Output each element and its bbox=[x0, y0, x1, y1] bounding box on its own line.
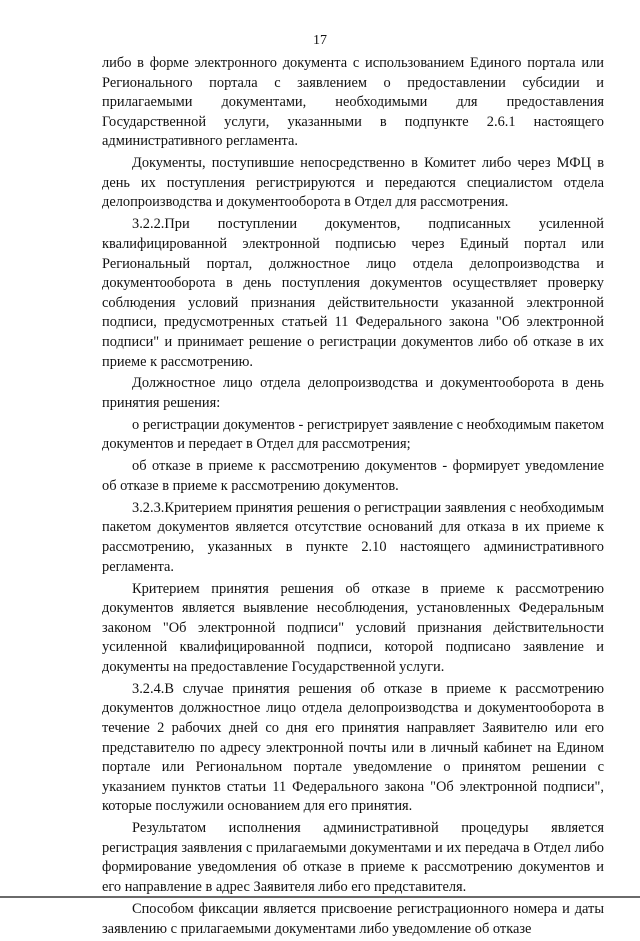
paragraph-continuation: либо в форме электронного документа с использованием Единого портала или Регионального портала с заявлением о предоставлении субсидии и прилагаемыми документами, необходимыми для предоставления Государственной услуги, указанными в подпункте 2.6.1 настоящего административного регламента. bbox=[102, 55, 604, 150]
paragraph-fixation-method: Способом фиксации является присвоение регистрационного номера и даты заявлению с прилагаемыми документами либо уведомление об отказе bbox=[102, 900, 604, 937]
paragraph-3-2-4: 3.2.4.В случае принятия решения об отказе в приеме к рассмотрению документов должностное лицо отдела делопроизводства и документооборота в течение 2 рабочих дней со дня его принятия направляет Заявителю или его представителю по адресу электронной почты или в личный кабинет на Едином портале или Региональном портале уведомление о принятом решении с указанием пунктов статьи 11 Федерального закона "Об электронной подписи", которые послужили основанием для его принятия. bbox=[102, 680, 604, 815]
page-number: 17 bbox=[313, 33, 327, 48]
list-item-registration: о регистрации документов - регистрирует заявление с необходимым пакетом документов и передает в Отдел для рассмотрения; bbox=[102, 416, 604, 453]
paragraph-documents-received: Документы, поступившие непосредственно в Комитет либо через МФЦ в день их поступления регистрируются и передаются специалистом отдела делопроизводства и документооборота в Отдел для рассмотрения. bbox=[102, 155, 604, 211]
paragraph-3-2-3: 3.2.3.Критерием принятия решения о регистрации заявления с необходимым пакетом документов является отсутствие оснований для отказа в их приеме к рассмотрению, указанных в пункте 2.10 настоящего административного регламента. bbox=[102, 499, 604, 575]
paragraph-procedure-result: Результатом исполнения административной процедуры является регистрация заявления с прилагаемыми документами и их передача в Отдел либо формирование уведомления об отказе в приеме к рассмотрению документов и его направление в адрес Заявителя либо его представителя. bbox=[102, 820, 604, 896]
paragraph-3-2-2: 3.2.2.При поступлении документов, подписанных усиленной квалифицированной электронной подписью через Единый портал или Региональный портал, должностное лицо отдела делопроизводства и документооборота в день поступления документов осуществляет проверку соблюдения условий признания действительности указанной электронной подписи, предусмотренных статьей 11 Федерального закона "Об электронной подписи" и принимает решение о регистрации документов либо об отказе в их приеме к рассмотрению. bbox=[102, 216, 604, 370]
list-item-refusal: об отказе в приеме к рассмотрению документов - формирует уведомление об отказе в приеме к рассмотрению документов. bbox=[102, 458, 604, 494]
page-bottom-edge bbox=[0, 896, 640, 898]
paragraph-refusal-criterion: Критерием принятия решения об отказе в приеме к рассмотрению документов является выявление несоблюдения, установленных Федеральным законом "Об электронной подписи" условий признания действительности усиленной квалифицированной подписи, которой подписано заявление и документы на предоставление Государственной услуги. bbox=[102, 580, 604, 675]
document-body bbox=[102, 54, 604, 941]
paragraph-official-decision: Должностное лицо отдела делопроизводства и документооборота в день принятия решения: bbox=[102, 375, 604, 411]
